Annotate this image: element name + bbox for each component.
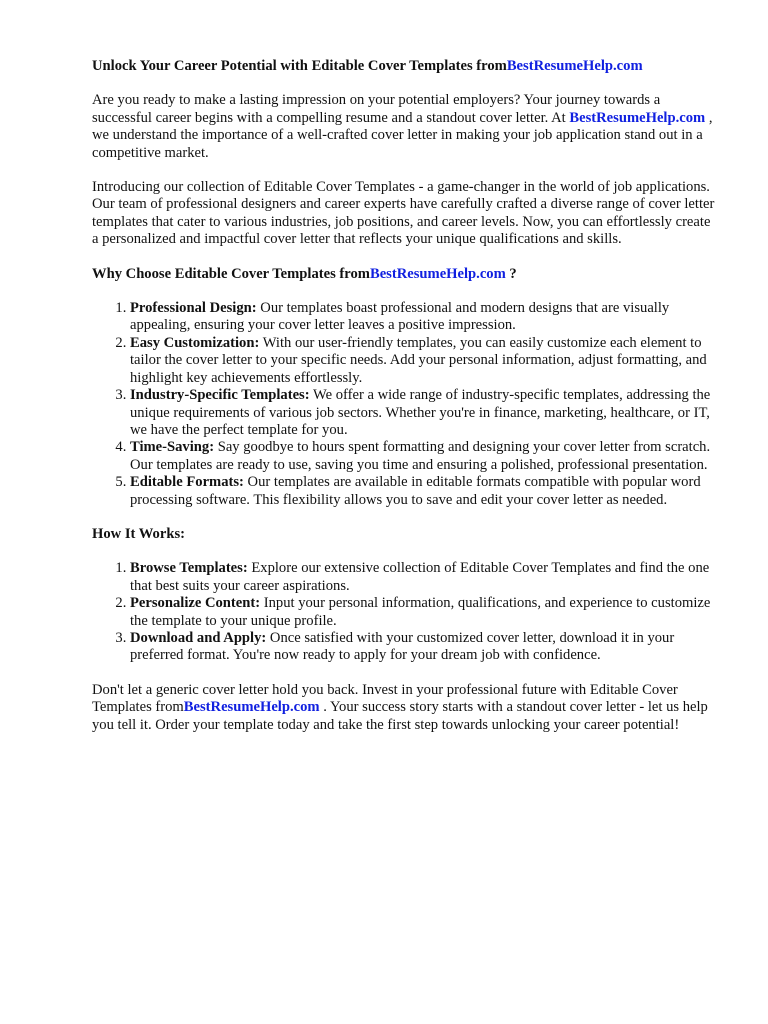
list-item-text: With our user-friendly templates, you can easily customize each element to tailor the cover letter to your specific needs. Add your personal information, adjust formatting, and highlight key achievements effortlessly. [130, 334, 707, 386]
list-item-text: Input your personal information, qualifications, and experience to customize the template to your unique profile. [130, 595, 711, 629]
list-item [130, 439, 720, 474]
list-item [130, 474, 720, 509]
list-item-term: Professional Design: [130, 300, 257, 317]
intro-paragraph-2: Introducing our collection of Editable Cover Templates - a game-changer in the world of job applications. Our team of professional designers and career experts have carefully crafted a diverse range of cover letter templates that cater to various industries, job positions, and career levels. Now, you can effortlessly create a personalized and impactful cover letter that reflects your unique qualifications and skills. [92, 179, 715, 248]
list-item-term: Editable Formats: [130, 474, 244, 491]
list-item-term: Industry-Specific Templates: [130, 387, 310, 404]
intro1-link[interactable]: BestResumeHelp.com [569, 109, 706, 126]
why-heading-text: Why Choose Editable Cover Templates from [92, 265, 370, 282]
list-item-term: Personalize Content: [130, 595, 261, 612]
closing-paragraph [92, 682, 720, 734]
closing-link[interactable]: BestResumeHelp.com [183, 699, 320, 716]
closing-text-post: . Your success story starts with a standout cover letter - let us help you tell it. Order your template today and take the first step towards unlocking your career potential! [92, 699, 708, 733]
list-item-text: Our templates are available in editable formats compatible with popular word processing software. This flexibility allows you to save and edit your cover letter as needed. [130, 474, 701, 508]
list-item [130, 560, 720, 595]
list-item-text: Explore our extensive collection of Editable Cover Templates and find the one that best suits your career aspirations. [130, 560, 710, 594]
intro1-text-pre: Are you ready to make a lasting impression on your potential employers? Your journey towards a successful career begins with a compelling resume and a standout cover letter. At [92, 92, 661, 126]
why-heading-link[interactable]: BestResumeHelp.com [369, 265, 506, 282]
list-item-text: We offer a wide range of industry-specific templates, addressing the unique requirements of various job sectors. Whether you're in finance, marketing, healthcare, or IT, we have the perfect template for you. [130, 387, 711, 438]
list-item-text: Our templates boast professional and modern designs that are visually appealing, ensuring your cover letter leaves a positive impression. [130, 300, 670, 334]
list-item-term: Download and Apply: [130, 629, 267, 646]
page-title [92, 58, 720, 75]
why-list [92, 300, 720, 509]
how-heading: How It Works: [92, 525, 185, 542]
title-text: Unlock Your Career Potential with Editable Cover Templates from [92, 58, 507, 74]
list-item-term: Easy Customization: [130, 334, 260, 351]
why-heading-suffix: ? [505, 265, 517, 282]
list-item-text: Say goodbye to hours spent formatting and designing your cover letter from scratch. Our templates are ready to use, saving you time and ensuring a polished, professional presentation. [130, 439, 711, 473]
closing-text-pre: Don't let a generic cover letter hold you back. Invest in your professional future with Editable Cover Templates from [92, 681, 678, 716]
list-item [130, 630, 720, 665]
list-item [130, 300, 720, 335]
list-item [130, 387, 720, 439]
list-item-term: Browse Templates: [130, 560, 248, 577]
list-item-text: Once satisfied with your customized cover letter, download it in your preferred format. You're now ready to apply for your dream job with confidence. [130, 629, 675, 664]
list-item [130, 335, 720, 387]
why-heading [92, 266, 720, 283]
intro-paragraph-1 [92, 92, 720, 162]
list-item [130, 595, 720, 630]
intro1-text-post: , we understand the importance of a well-crafted cover letter in making your job application stand out in a competitive market. [92, 109, 713, 161]
list-item-term: Time-Saving: [130, 439, 215, 456]
title-link[interactable]: BestResumeHelp.com [506, 58, 643, 74]
how-list [92, 560, 720, 664]
